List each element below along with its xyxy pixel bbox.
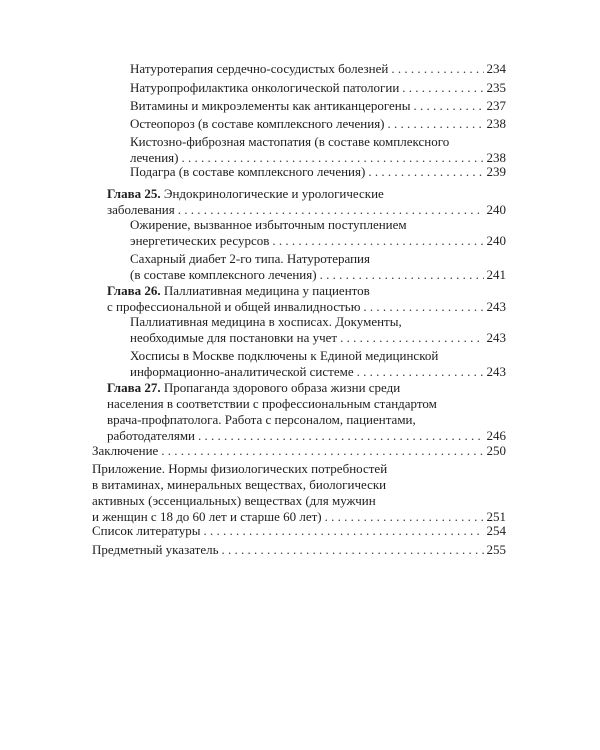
leader-dots <box>320 267 484 283</box>
leader-dots <box>204 523 484 539</box>
toc-entry-text: Приложение. Нормы физиологических потребностей <box>92 461 388 476</box>
toc-page-number: 250 <box>486 443 506 458</box>
toc-entry-oncology[interactable] <box>130 80 506 96</box>
toc-entry-text: с профессиональной и общей инвалидностью <box>107 299 361 314</box>
leader-dots <box>222 542 484 558</box>
leader-dots <box>413 98 483 114</box>
leader-dots <box>272 233 483 249</box>
toc-entry-text: Остеопороз (в составе комплексного лечения) <box>130 116 385 131</box>
toc-page-number: 241 <box>486 267 506 282</box>
chapter-label: Глава 25. <box>107 186 161 201</box>
chapter-label: Глава 26. <box>107 283 161 298</box>
toc-entry-text: Список литературы <box>92 523 201 538</box>
toc-page-number: 243 <box>486 299 506 314</box>
leader-dots <box>368 164 483 180</box>
toc-entry-text: Заключение <box>92 443 159 458</box>
toc-chapter-25[interactable] <box>107 186 506 218</box>
toc-page-number: 239 <box>486 164 506 179</box>
toc-chapter-27[interactable] <box>107 380 506 444</box>
toc-entry-text: Эндокринологические и урологические <box>160 186 384 201</box>
toc-page-number: 238 <box>486 116 506 131</box>
toc-entry-text: Сахарный диабет 2-го типа. Натуротерапия <box>130 251 370 266</box>
toc-entry-text: энергетических ресурсов <box>130 233 270 248</box>
toc-entry-mastopathy[interactable] <box>130 134 506 166</box>
toc-entry-cardiovascular[interactable] <box>130 61 506 77</box>
leader-dots <box>340 330 483 346</box>
toc-entry-text: активных (эссенциальных) веществах (для мужчин <box>92 493 376 508</box>
leader-dots <box>198 428 484 444</box>
toc-entry-references[interactable] <box>92 523 506 539</box>
toc-entry-appendix[interactable] <box>92 461 506 525</box>
leader-dots <box>388 116 484 132</box>
toc-entry-text: работодателями <box>107 428 195 443</box>
toc-entry-vitamins[interactable] <box>130 98 506 114</box>
toc-page-number: 246 <box>486 428 506 443</box>
leader-dots <box>161 443 483 459</box>
toc-entry-text: Кистозно-фиброзная мастопатия (в составе комплексного <box>130 134 450 149</box>
toc-page-number: 234 <box>486 61 506 76</box>
leader-dots <box>357 364 484 380</box>
toc-page-number: 243 <box>486 364 506 379</box>
toc-page-number: 235 <box>486 80 506 95</box>
toc-entry-text: Натуротерапия сердечно-сосудистых болезней <box>130 61 389 76</box>
leader-dots <box>363 299 483 315</box>
toc-entry-text: Ожирение, вызванное избыточным поступлением <box>130 217 407 232</box>
toc-page-number: 240 <box>486 233 506 248</box>
toc-entry-subject-index[interactable] <box>92 542 506 558</box>
toc-entry-text: информационно-аналитической системе <box>130 364 354 379</box>
toc-entry-text: врача-профпатолога. Работа с персоналом, пациентами, <box>107 412 416 427</box>
toc-page-number: 238 <box>486 150 506 165</box>
leader-dots <box>391 61 483 77</box>
toc-entry-text: Паллиативная медицина в хосписах. Документы, <box>130 314 402 329</box>
toc-entry-moscow-hospices[interactable] <box>130 348 506 380</box>
toc-page-number: 255 <box>486 542 506 557</box>
toc-entry-conclusion[interactable] <box>92 443 506 459</box>
toc-entry-text: населения в соответствии с профессиональным стандартом <box>107 396 437 411</box>
toc-entry-text: заболевания <box>107 202 175 217</box>
toc-entry-obesity[interactable] <box>130 217 506 249</box>
leader-dots <box>402 80 483 96</box>
toc-entry-text: лечения) <box>130 150 179 165</box>
toc-entry-gout[interactable] <box>130 164 506 180</box>
toc-entry-osteoporosis[interactable] <box>130 116 506 132</box>
toc-entry-text: Пропаганда здорового образа жизни среди <box>160 380 401 395</box>
toc-entry-text: Витамины и микроэлементы как антиканцерогены <box>130 98 411 113</box>
leader-dots <box>178 202 484 218</box>
toc-entry-hospices[interactable] <box>130 314 506 346</box>
chapter-label: Глава 27. <box>107 380 161 395</box>
toc-chapter-26[interactable] <box>107 283 506 315</box>
toc-entry-text: Предметный указатель <box>92 542 219 557</box>
toc-entry-text: Подагра (в составе комплексного лечения) <box>130 164 366 179</box>
toc-entry-diabetes[interactable] <box>130 251 506 283</box>
toc-entry-text: необходимые для постановки на учет <box>130 330 338 345</box>
toc-entry-text: Хосписы в Москве подключены к Единой медицинской <box>130 348 439 363</box>
toc-entry-text: и женщин с 18 до 60 лет и старше 60 лет) <box>92 509 322 524</box>
toc-page-number: 240 <box>486 202 506 217</box>
toc-page-number: 237 <box>486 98 506 113</box>
toc-entry-text: в витаминах, минеральных веществах, биологически <box>92 477 387 492</box>
toc-page-number: 254 <box>486 523 506 538</box>
toc-entry-text: (в составе комплексного лечения) <box>130 267 317 282</box>
toc-page-number: 243 <box>486 330 506 345</box>
toc-entry-text: Паллиативная медицина у пациентов <box>160 283 370 298</box>
toc-entry-text: Натуропрофилактика онкологической патологии <box>130 80 400 95</box>
toc-page-number: 251 <box>486 509 506 524</box>
